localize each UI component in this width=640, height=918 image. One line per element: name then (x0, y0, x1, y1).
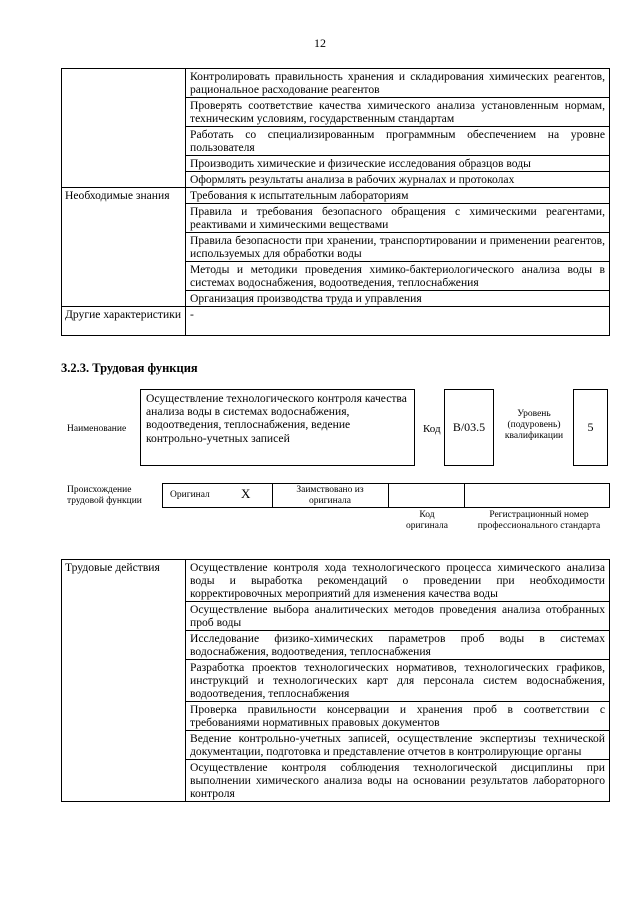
origin-box (162, 483, 610, 508)
name-value: Осуществление технологического контроля качества анализа воды в системах водоснабжения, водоотведения, теплоснабжения, ведение контрольно-учетных записей (146, 392, 407, 445)
table-cell: Осуществление выбора аналитических методов проведения анализа отобранных проб воды (186, 602, 610, 631)
table-cell: Проверять соответствие качества химического анализа установленным нормам, техническим условиям, государственным стандартам (186, 98, 610, 127)
table-cell: Правила и требования безопасного обращения с химическими реагентами, реактивами и химическими веществами (186, 204, 610, 233)
table-cell: Требования к испытательным лабораториям (186, 188, 610, 204)
table-cell: Разработка проектов технологических нормативов, технологических графиков, инструкций и технологических карт для персонала систем водоснабжения, водоотведения, теплоснабжения (186, 660, 610, 702)
reg-caption: Регистрационный номер профессионального стандарта (477, 510, 601, 531)
divider (272, 483, 273, 508)
section-heading: 3.2.3. Трудовая функция (61, 361, 198, 375)
original-mark: X (241, 486, 251, 501)
level-value: 5 (587, 420, 594, 434)
skills-knowledge-table (61, 68, 610, 336)
knowledge-label: Необходимые знания (62, 188, 186, 307)
table-cell: Оформлять результаты анализа в рабочих журналах и протоколах (186, 172, 610, 188)
table-cell: Работать со специализированным программным обеспечением на уровне пользователя (186, 127, 610, 156)
table-row (62, 188, 610, 204)
table-cell: Организация производства труда и управления (186, 291, 610, 307)
other-label: Другие характеристики (62, 307, 186, 336)
table-row (62, 307, 610, 336)
table-cell: Контролировать правильность хранения и складирования химических реагентов, рациональное расходование реагентов (186, 69, 610, 98)
origin-label: Происхождение трудовой функции (67, 485, 142, 506)
borrowed-label: Заимствовано из оригинала (296, 485, 364, 506)
divider (388, 483, 389, 508)
actions-label: Трудовые действия (62, 560, 186, 802)
table-cell: Ведение контрольно-учетных записей, осуществление экспертизы технической документации, подготовка и представление отчетов в контролирующие органы (186, 731, 610, 760)
original-label: Оригинал (170, 490, 210, 500)
table-cell: Правила безопасности при хранении, транспортировании и применении реагентов, используемых для обработки воды (186, 233, 610, 262)
divider (464, 483, 465, 508)
table-row (62, 560, 610, 602)
code-label: Код (423, 423, 441, 435)
table-cell: Осуществление контроля хода технологического процесса химического анализа воды и выработка рекомендаций о проведении при необходимости корректировочных мероприятий для изменения качества воды (186, 560, 610, 602)
table-cell: Проверка правильности консервации и хранения проб в соответствии с требованиями нормативных правовых документов (186, 702, 610, 731)
level-label: Уровень (подуровень) квалификации (504, 409, 564, 441)
code-value: B/03.5 (452, 420, 486, 434)
page-number: 12 (314, 36, 326, 50)
table-cell: Осуществление контроля соблюдения технологической дисциплины при выполнении химического анализа воды на основании результатов лабораторного контроля (186, 760, 610, 802)
name-label: Наименование (67, 424, 127, 434)
table-row (62, 69, 610, 98)
table-cell: Исследование физико-химических параметров проб воды в системах водоснабжения, водоотведения, теплоснабжения (186, 631, 610, 660)
table-cell: - (186, 307, 610, 336)
table-cell: Методы и методики проведения химико-бактериологического анализа воды в системах водоснабжения, водоотведения, теплоснабжения (186, 262, 610, 291)
code-caption: Код оригинала (406, 510, 448, 531)
table-cell: Производить химические и физические исследования образцов воды (186, 156, 610, 172)
labor-actions-table (61, 559, 610, 802)
